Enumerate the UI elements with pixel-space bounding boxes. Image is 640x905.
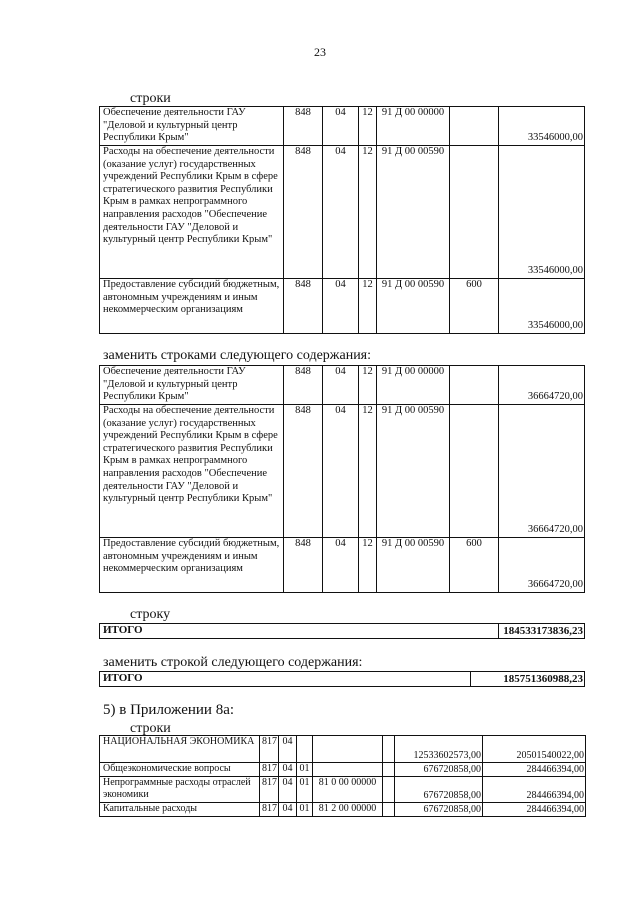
table-row <box>100 736 586 763</box>
row-name: Предоставление субсидий бюджетным, автономным учреждениям и иным некоммерческим организациям <box>100 279 284 334</box>
label-replace-row: заменить строкой следующего содержания: <box>103 655 363 670</box>
total-value: 185751360988,23 <box>471 672 585 687</box>
label-stroku: строку <box>130 607 171 622</box>
table-total-new <box>99 671 585 687</box>
table-new-rows <box>99 365 585 593</box>
cell-csr <box>313 736 383 763</box>
table-row <box>100 763 586 777</box>
cell-vr <box>450 107 499 146</box>
cell-rz: 04 <box>323 366 359 405</box>
table-row <box>100 803 586 817</box>
table-row <box>100 146 585 279</box>
cell-pr: 01 <box>297 803 313 817</box>
cell-pr: 12 <box>359 107 377 146</box>
cell-csr: 91 Д 00 00590 <box>377 405 450 538</box>
label-stroki: строки <box>130 91 171 106</box>
cell-gr: 817 <box>260 803 279 817</box>
table-appendix-8a <box>99 735 586 817</box>
cell-sum-1: 676720858,00 <box>395 763 483 777</box>
table-row <box>100 624 585 639</box>
cell-sum-1: 676720858,00 <box>395 777 483 803</box>
cell-rz: 04 <box>279 763 297 777</box>
cell-gr: 848 <box>284 146 323 279</box>
row-name: Непрограммные расходы отраслей экономики <box>100 777 260 803</box>
row-name: НАЦИОНАЛЬНАЯ ЭКОНОМИКА <box>100 736 260 763</box>
cell-csr: 81 2 00 00000 <box>313 803 383 817</box>
cell-sum-2: 284466394,00 <box>483 763 586 777</box>
cell-csr: 81 0 00 00000 <box>313 777 383 803</box>
cell-pr: 12 <box>359 366 377 405</box>
cell-sum-1: 676720858,00 <box>395 803 483 817</box>
cell-sum: 36664720,00 <box>499 405 585 538</box>
cell-pr: 01 <box>297 763 313 777</box>
table-row <box>100 366 585 405</box>
table-row <box>100 279 585 334</box>
cell-sum: 36664720,00 <box>499 366 585 405</box>
cell-rz: 04 <box>323 279 359 334</box>
cell-csr: 91 Д 00 00590 <box>377 538 450 593</box>
cell-sum-1: 12533602573,00 <box>395 736 483 763</box>
cell-vr <box>450 366 499 405</box>
cell-vr <box>450 146 499 279</box>
cell-gr: 817 <box>260 763 279 777</box>
row-name: Расходы на обеспечение деятельности (оказание услуг) государственных учреждений Республики Крым в сфере стратегического развития Республики Крым в рамках непрограммного направления расходов "Обеспечение деятельности ГАУ "Деловой и культурный центр Республики Крым" <box>100 405 284 538</box>
cell-pr: 12 <box>359 538 377 593</box>
cell-gr: 817 <box>260 777 279 803</box>
label-appendix-8a: 5) в Приложении 8а: <box>103 702 235 718</box>
cell-rz: 04 <box>279 803 297 817</box>
cell-sum: 33546000,00 <box>499 107 585 146</box>
cell-rz: 04 <box>323 146 359 279</box>
table-row <box>100 538 585 593</box>
label-replace-rows: заменить строками следующего содержания: <box>103 348 372 363</box>
cell-sum-2: 284466394,00 <box>483 777 586 803</box>
table-row <box>100 672 585 687</box>
row-name: Капитальные расходы <box>100 803 260 817</box>
row-name: Расходы на обеспечение деятельности (оказание услуг) государственных учреждений Республики Крым в сфере стратегического развития Республики Крым в рамках непрограммного направления расходов "Обеспечение деятельности ГАУ "Деловой и культурный центр Республики Крым" <box>100 146 284 279</box>
cell-gr: 817 <box>260 736 279 763</box>
row-name: Обеспечение деятельности ГАУ "Деловой и культурный центр Республики Крым" <box>100 107 284 146</box>
cell-vr <box>383 763 395 777</box>
label-stroki-2: строки <box>130 721 171 736</box>
cell-vr <box>450 405 499 538</box>
cell-gr: 848 <box>284 405 323 538</box>
cell-vr: 600 <box>450 279 499 334</box>
table-total-old <box>99 623 585 639</box>
cell-vr <box>383 736 395 763</box>
page-number: 23 <box>314 45 326 59</box>
row-name: Общеэкономические вопросы <box>100 763 260 777</box>
cell-rz: 04 <box>323 538 359 593</box>
table-row <box>100 777 586 803</box>
cell-vr <box>383 803 395 817</box>
cell-gr: 848 <box>284 279 323 334</box>
cell-gr: 848 <box>284 538 323 593</box>
total-label: ИТОГО <box>100 624 499 639</box>
cell-sum-2: 284466394,00 <box>483 803 586 817</box>
cell-rz: 04 <box>323 107 359 146</box>
table-row <box>100 107 585 146</box>
table-old-rows <box>99 106 585 334</box>
cell-pr: 12 <box>359 146 377 279</box>
cell-rz: 04 <box>279 777 297 803</box>
cell-sum-2: 20501540022,00 <box>483 736 586 763</box>
cell-csr: 91 Д 00 00590 <box>377 146 450 279</box>
cell-rz: 04 <box>279 736 297 763</box>
total-value: 184533173836,23 <box>499 624 585 639</box>
total-label: ИТОГО <box>100 672 471 687</box>
cell-sum: 36664720,00 <box>499 538 585 593</box>
cell-csr: 91 Д 00 00590 <box>377 279 450 334</box>
cell-pr: 12 <box>359 279 377 334</box>
cell-gr: 848 <box>284 366 323 405</box>
cell-pr: 01 <box>297 777 313 803</box>
cell-rz: 04 <box>323 405 359 538</box>
cell-sum: 33546000,00 <box>499 146 585 279</box>
cell-gr: 848 <box>284 107 323 146</box>
table-row <box>100 405 585 538</box>
cell-csr: 91 Д 00 00000 <box>377 107 450 146</box>
row-name: Обеспечение деятельности ГАУ "Деловой и культурный центр Республики Крым" <box>100 366 284 405</box>
cell-sum: 33546000,00 <box>499 279 585 334</box>
row-name: Предоставление субсидий бюджетным, автономным учреждениям и иным некоммерческим организациям <box>100 538 284 593</box>
cell-vr <box>383 777 395 803</box>
cell-vr: 600 <box>450 538 499 593</box>
cell-csr <box>313 763 383 777</box>
cell-pr: 12 <box>359 405 377 538</box>
cell-pr <box>297 736 313 763</box>
cell-csr: 91 Д 00 00000 <box>377 366 450 405</box>
